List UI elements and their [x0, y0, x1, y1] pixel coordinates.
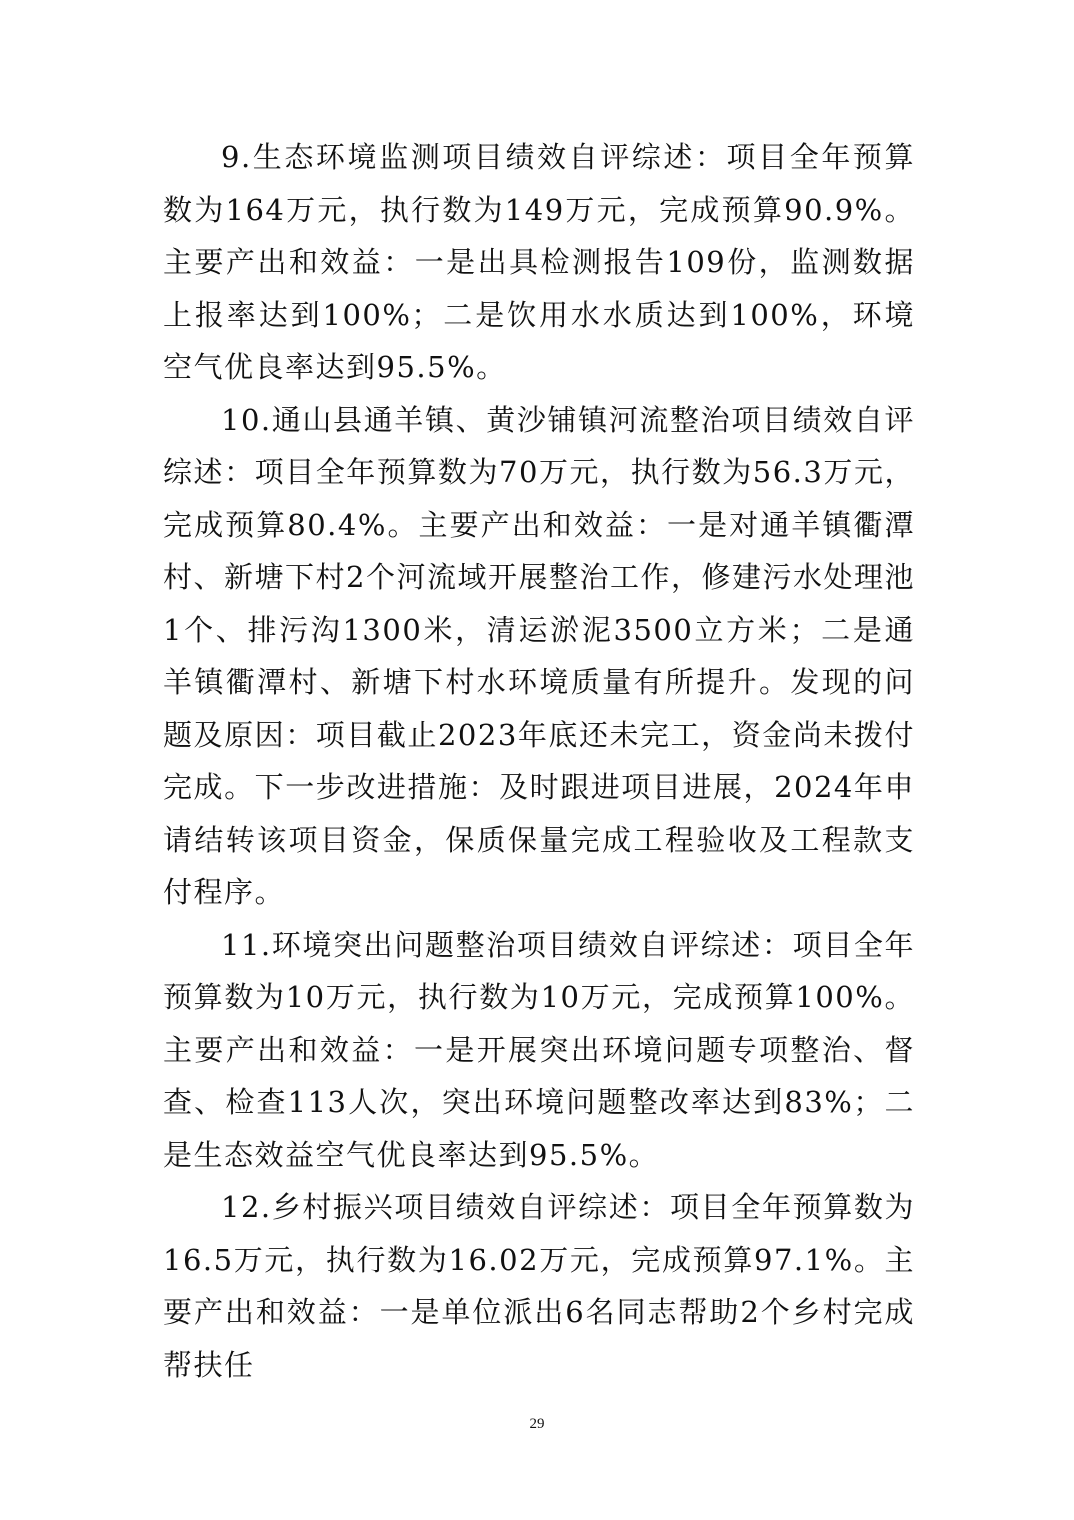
page-number: 29 — [529, 1416, 545, 1432]
paragraph-item-10: 10.通山县通羊镇、黄沙铺镇河流整治项目绩效自评综述：项目全年预算数为70万元，执行数为56.3万元，完成预算80.4%。主要产出和效益：一是对通羊镇衢潭村、新塘下村2个河流域开展整治工作，修建污水处理池1个、排污沟1300米，清运淤泥3500立方米；二是通羊镇衢潭村、新塘下村水环境质量有所提升。发现的问题及原因：项目截止2023年底还未完工，资金尚未拨付完成。下一步改进措施：及时跟进项目进展，2024年申请结转该项目资金，保质保量完成工程验收及工程款支付程序。 — [163, 402, 915, 909]
body-text — [163, 131, 915, 1391]
paragraph-item-12: 12.乡村振兴项目绩效自评综述：项目全年预算数为16.5万元，执行数为16.02万元，完成预算97.1%。主要产出和效益：一是单位派出6名同志帮助2个乡村完成帮扶任 — [163, 1190, 915, 1382]
paragraph-item-9: 9.生态环境监测项目绩效自评综述：项目全年预算数为164万元，执行数为149万元，完成预算90.9%。主要产出和效益：一是出具检测报告109份，监测数据上报率达到100%；二是饮用水水质达到100%，环境空气优良率达到95.5%。 — [163, 140, 915, 384]
paragraph-item-11: 11.环境突出问题整治项目绩效自评综述：项目全年预算数为10万元，执行数为10万元，完成预算100%。主要产出和效益：一是开展突出环境问题专项整治、督查、检查113人次，突出环境问题整改率达到83%；二是生态效益空气优良率达到95.5%。 — [163, 927, 915, 1172]
